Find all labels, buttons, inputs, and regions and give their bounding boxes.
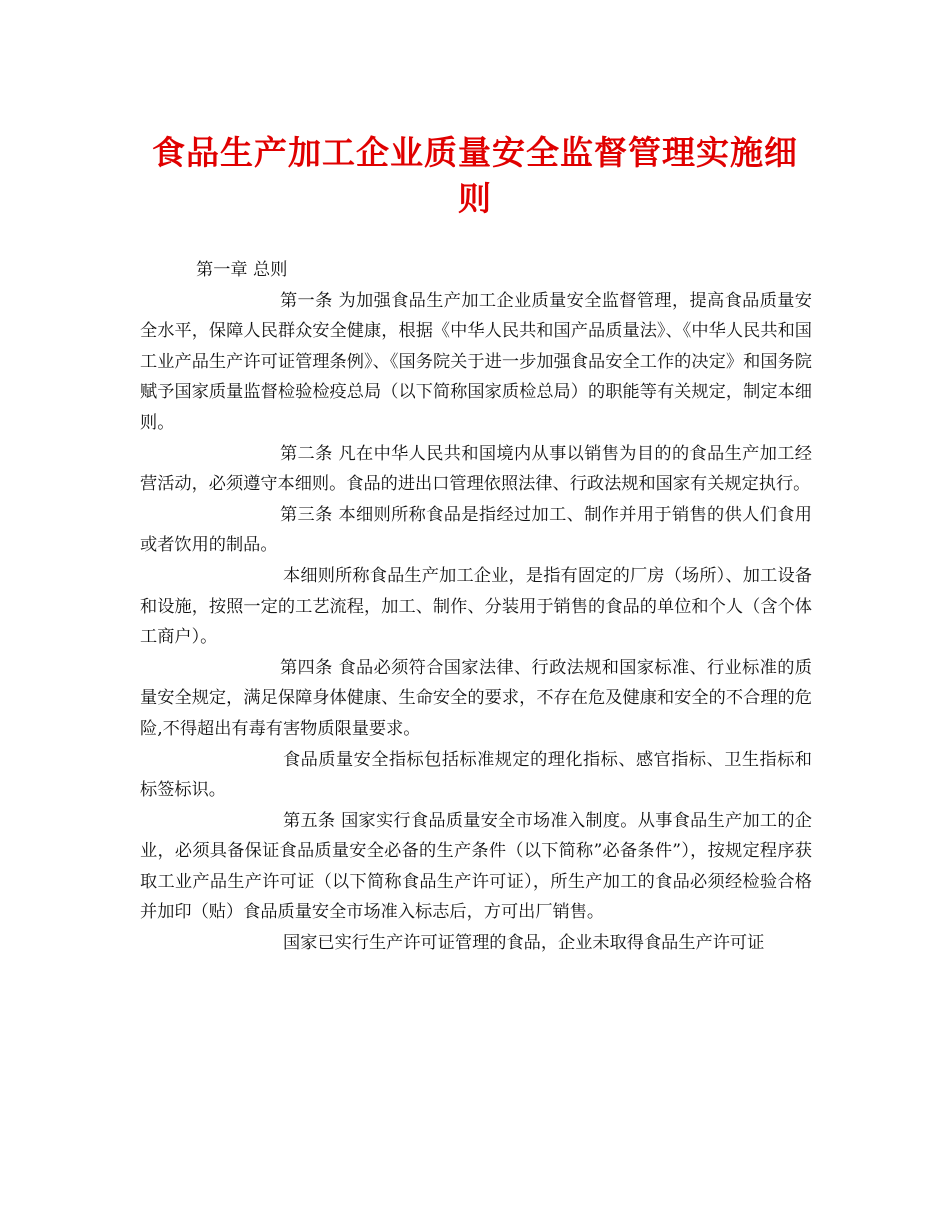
article-3-subparagraph: 本细则所称食品生产加工企业，是指有固定的厂房（场所）、加工设备和设施，按照一定的工艺流程，加工、制作、分装用于销售的食品的单位和个人（含个体工商户）。 <box>140 565 812 648</box>
chapter-heading: 第一章 总则 <box>196 260 288 280</box>
article-3-paragraph: 第三条 本细则所称食品是指经过加工、制作并用于销售的供人们食用或者饮用的制品。 <box>140 504 812 556</box>
article-2-paragraph: 第二条 凡在中华人民共和国境内从事以销售为目的的食品生产加工经营活动，必须遵守本细则。食品的进出口管理依照法律、行政法规和国家有关规定执行。 <box>140 443 812 495</box>
article-4-subparagraph: 食品质量安全指标包括标准规定的理化指标、感官指标、卫生指标和标签标识。 <box>140 749 812 801</box>
article-4-paragraph: 第四条 食品必须符合国家法律、行政法规和国家标准、行业标准的质量安全规定，满足保障身体健康、生命安全的要求，不存在危及健康和安全的不合理的危险,不得超出有毒有害物质限量要求。 <box>140 657 812 739</box>
document-title: 食品生产加工企业质量安全监督管理实施细则 <box>152 133 798 218</box>
article-5-subparagraph: 国家已实行生产许可证管理的食品，企业未取得食品生产许可证 <box>283 933 765 954</box>
document-body <box>140 255 812 959</box>
article-5-paragraph: 第五条 国家实行食品质量安全市场准入制度。从事食品生产加工的企业，必须具备保证食品质量安全必备的生产条件（以下简称”必备条件”），按规定程序获取工业产品生产许可证（以下简称食品生产许可证），所生产加工的食品必须经检验合格并加印（贴）食品质量安全市场准入标志后，方可出厂销售。 <box>140 810 812 923</box>
article-1-paragraph: 第一条 为加强食品生产加工企业质量安全监督管理，提高食品质量安全水平，保障人民群众安全健康，根据《中华人民共和国产品质量法》、《中华人民共和国工业产品生产许可证管理条例》、《国务院关于进一步加强食品安全工作的决定》和国务院赋予国家质量监督检验检疫总局（以下简称国家质检总局）的职能等有关规定，制定本细则。 <box>140 290 812 433</box>
